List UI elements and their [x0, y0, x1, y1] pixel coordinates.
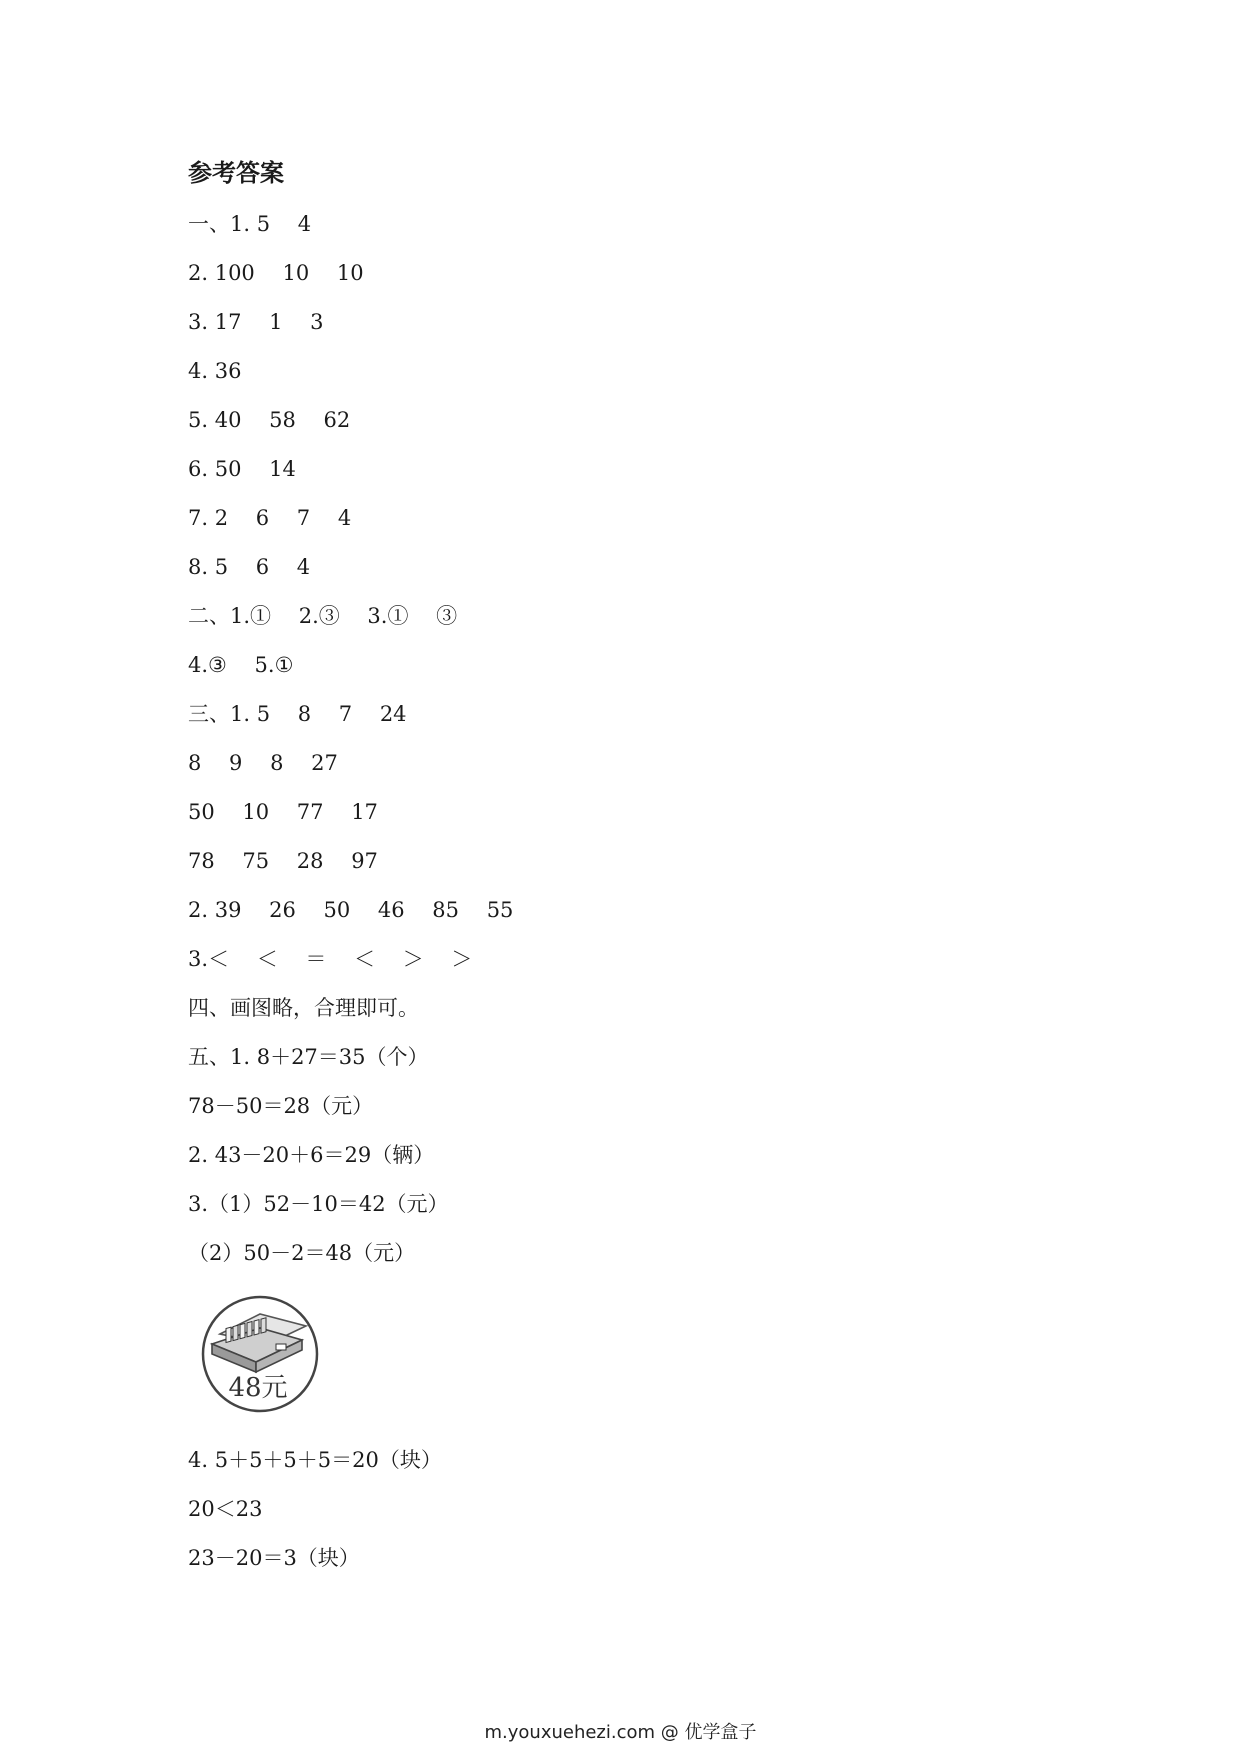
answer-line: 8. 5 6 4	[188, 555, 311, 579]
answer-line: 3.＜ ＜ ＝ ＜ ＞ ＞	[188, 947, 473, 971]
answer-line: 78 75 28 97	[188, 849, 378, 873]
pencil-case-drawing	[198, 1292, 322, 1416]
answer-line: 5. 40 58 62	[188, 408, 351, 432]
answer-line: 8 9 8 27	[188, 751, 338, 775]
answer-line: 3.（1）52－10＝42（元）	[188, 1192, 449, 1216]
footer-watermark: m.youxuehezi.com @ 优学盒子	[484, 1722, 757, 1743]
answer-line: 4.③ 5.①	[188, 653, 294, 677]
pencil-case-price-icon	[198, 1292, 322, 1416]
answer-line: 2. 43－20＋6＝29（辆）	[188, 1143, 435, 1167]
answer-line: （2）50－2＝48（元）	[188, 1241, 416, 1265]
answer-line: 3. 17 1 3	[188, 310, 324, 334]
answer-line: 4. 36	[188, 359, 242, 383]
answer-line: 6. 50 14	[188, 457, 296, 481]
answer-line: 7. 2 6 7 4	[188, 506, 352, 530]
answer-line: 一、1. 5 4	[188, 212, 312, 236]
answer-line: 20＜23	[188, 1497, 263, 1521]
answer-line: 二、1.① 2.③ 3.① ③	[188, 604, 458, 628]
answer-line: 三、1. 5 8 7 24	[188, 702, 407, 726]
answer-line: 78－50＝28（元）	[188, 1094, 374, 1118]
answer-list	[188, 207, 513, 1285]
answer-line: 2. 39 26 50 46 85 55	[188, 898, 514, 922]
answer-line: 4. 5＋5＋5＋5＝20（块）	[188, 1448, 442, 1472]
page-title: 参考答案	[188, 159, 284, 187]
answer-line: 五、1. 8＋27＝35（个）	[188, 1045, 429, 1069]
answer-line: 四、画图略，合理即可。	[188, 996, 419, 1020]
answer-line: 2. 100 10 10	[188, 261, 364, 285]
answer-line: 50 10 77 17	[188, 800, 378, 824]
answer-list-continued	[188, 1443, 442, 1590]
answer-line: 23－20＝3（块）	[188, 1546, 360, 1570]
price-label: 48元	[228, 1373, 288, 1403]
